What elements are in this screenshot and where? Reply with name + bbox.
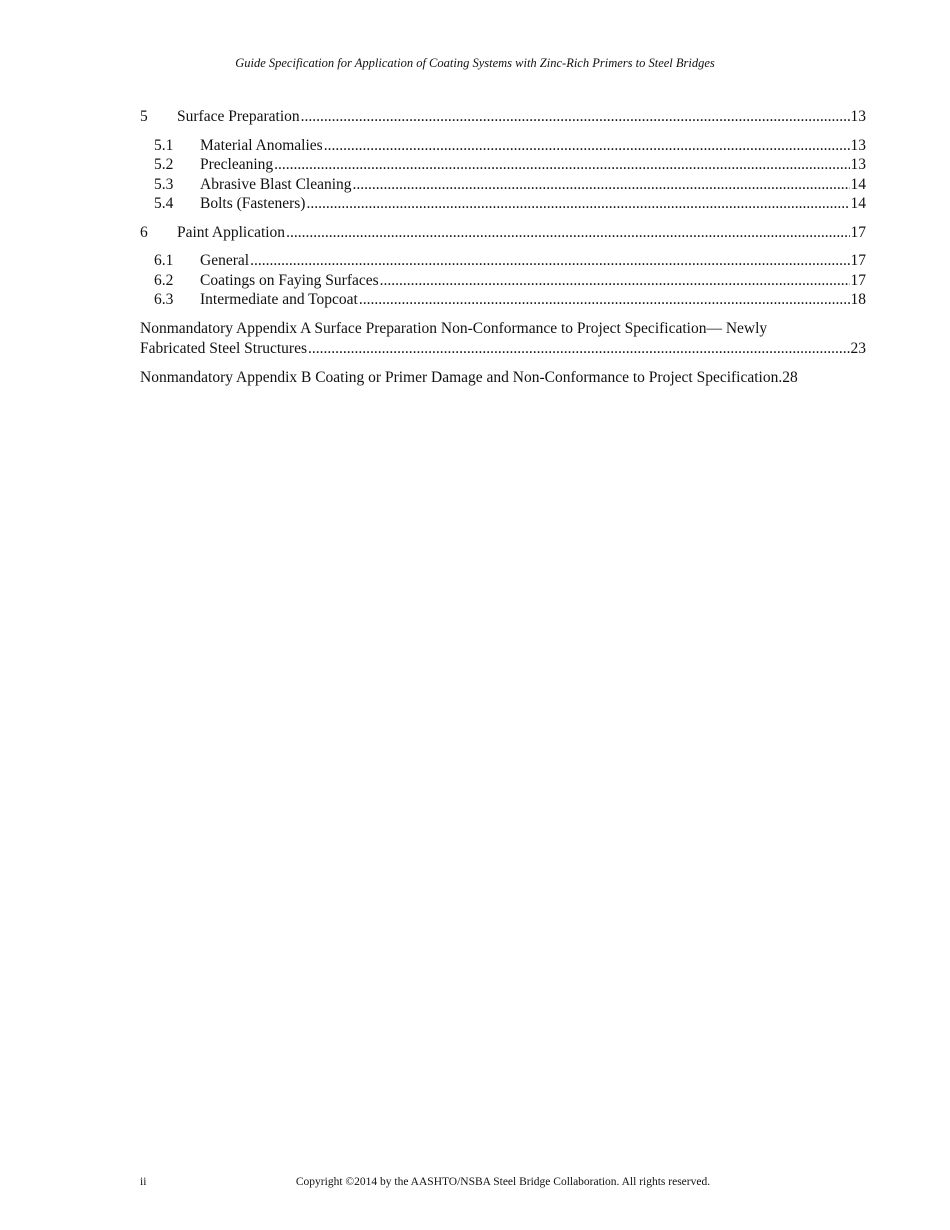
toc-page: 13: [850, 108, 866, 125]
dot-leader: [353, 175, 850, 195]
dot-leader: [301, 107, 850, 127]
toc-number: 5: [140, 108, 148, 125]
toc-entry-5-2[interactable]: [140, 155, 866, 175]
dot-leader: [308, 339, 849, 359]
toc-page: 23: [850, 339, 866, 357]
toc-title: Precleaning: [200, 156, 274, 173]
toc-entry-6-3[interactable]: [140, 290, 866, 310]
toc-page: 13: [850, 156, 866, 173]
toc-title: Nonmandatory Appendix B Coating or Primer Damage and Non-Conformance to Project Specification.: [140, 368, 783, 386]
toc-title: Surface Preparation: [177, 108, 300, 125]
toc-title: Coatings on Faying Surfaces: [200, 271, 379, 289]
toc-title: Bolts (Fasteners): [200, 195, 306, 212]
toc-entry-appendix-a[interactable]: [140, 319, 866, 359]
toc-page: 14: [850, 175, 866, 193]
toc-title: Paint Application: [177, 223, 286, 241]
toc-page: 17: [850, 252, 866, 269]
toc-title: Material Anomalies: [200, 136, 323, 154]
toc-entry-6[interactable]: [140, 223, 866, 243]
page-number: ii: [140, 1176, 147, 1188]
toc-number: 6: [140, 223, 148, 241]
toc-title: General: [200, 252, 250, 269]
toc-number: 6.1: [154, 252, 174, 269]
toc-number: 6.2: [154, 271, 174, 289]
dot-leader: [306, 194, 849, 214]
toc-number: 6.3: [154, 291, 174, 308]
dot-leader: [359, 290, 850, 310]
toc-title: Intermediate and Topcoat: [200, 291, 358, 308]
toc-entry-6-1[interactable]: [140, 251, 866, 271]
table-of-contents: [140, 107, 866, 388]
dot-leader: [380, 271, 850, 291]
dot-leader: [274, 155, 849, 175]
toc-number: 5.2: [154, 156, 174, 173]
toc-page: 13: [850, 136, 866, 154]
running-header: Guide Specification for Application of Coating Systems with Zinc-Rich Primers to Steel Bridges: [235, 56, 715, 70]
toc-page: 28: [782, 368, 798, 386]
toc-number: 5.1: [154, 136, 174, 154]
toc-entry-5-4[interactable]: [140, 194, 866, 214]
toc-entry-appendix-b[interactable]: [140, 368, 866, 388]
dot-leader: [324, 136, 850, 156]
dot-leader: [286, 223, 849, 243]
toc-number: 5.3: [154, 175, 174, 193]
toc-page: 18: [850, 291, 866, 308]
toc-entry-5-1[interactable]: [140, 136, 866, 156]
toc-number: 5.4: [154, 195, 174, 212]
toc-entry-5[interactable]: [140, 107, 866, 127]
toc-title: Nonmandatory Appendix A Surface Preparation Non-Conformance to Project Specification— Newly: [140, 319, 768, 337]
toc-entry-5-3[interactable]: [140, 175, 866, 195]
dot-leader: [250, 251, 849, 271]
copyright-notice: Copyright ©2014 by the AASHTO/NSBA Steel Bridge Collaboration. All rights reserved.: [295, 1176, 711, 1188]
toc-page: 14: [850, 195, 866, 212]
toc-entry-6-2[interactable]: [140, 271, 866, 291]
toc-page: 17: [850, 271, 866, 289]
toc-title-continued: Fabricated Steel Structures: [140, 339, 308, 357]
toc-title: Abrasive Blast Cleaning: [200, 175, 352, 193]
toc-page: 17: [850, 223, 866, 241]
